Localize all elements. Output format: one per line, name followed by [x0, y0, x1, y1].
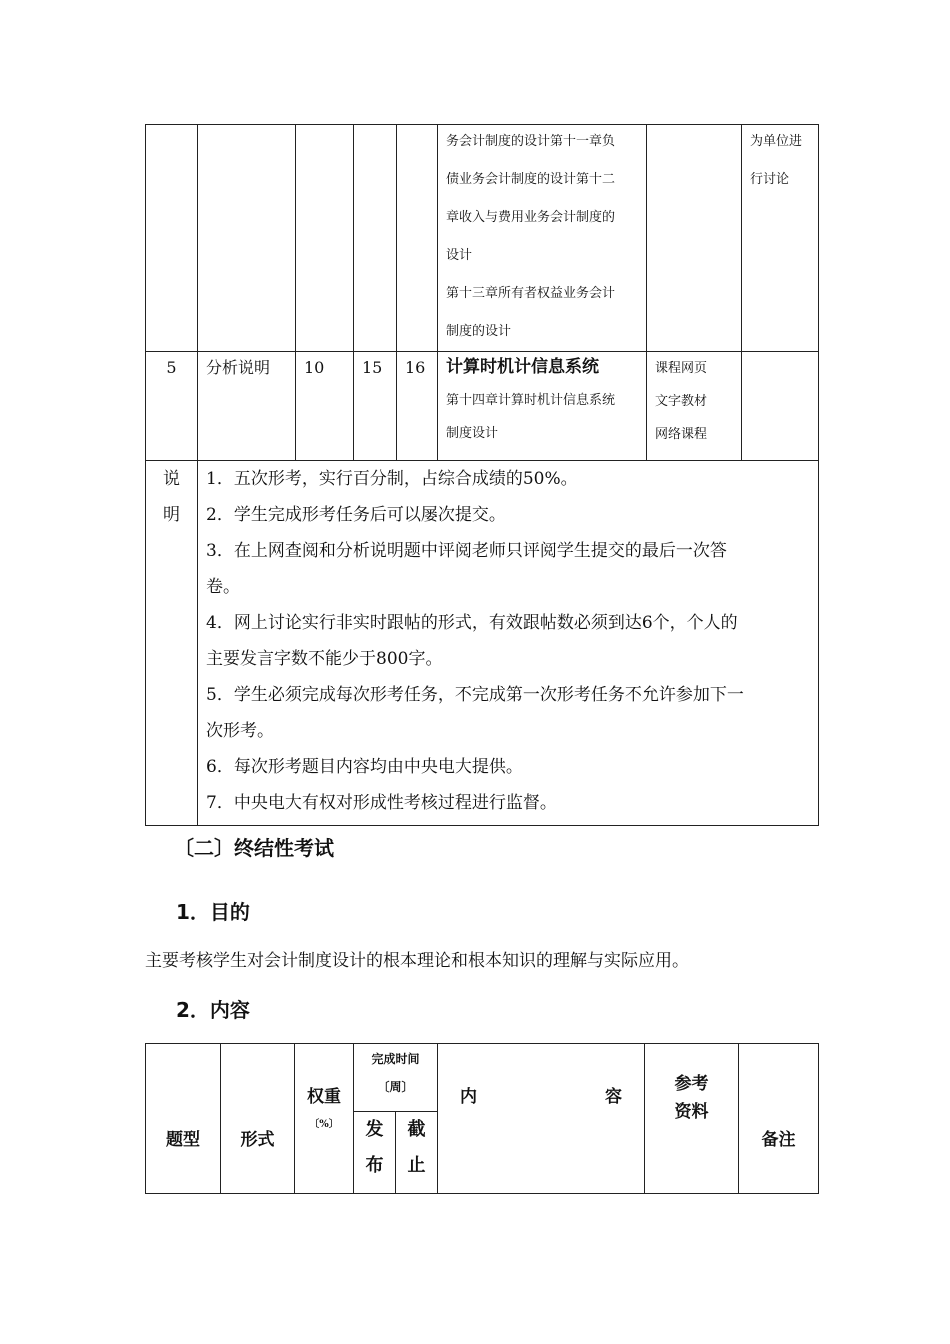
note-line: 次形考。 [206, 721, 274, 741]
cell-empty [146, 125, 198, 352]
table-header-row [146, 1044, 819, 1112]
col-form: 形式 [221, 1044, 295, 1194]
note-line: 7．中央电大有权对形成性考核过程进行监督。 [206, 793, 557, 813]
note-line: 6．每次形考题目内容均由中央电大提供。 [206, 757, 523, 777]
ref-item: 文字教材 [655, 394, 708, 409]
subsection-title-content: 2．内容 [176, 998, 250, 1022]
col-time: 完成时间 〔周〕 [354, 1044, 438, 1112]
assessment-table [145, 124, 819, 826]
subsection-title-purpose: 1．目的 [176, 900, 250, 924]
notes-label: 说 明 [146, 461, 198, 826]
refs-cell [647, 352, 742, 461]
content-line: 设计 [446, 248, 473, 263]
ref-item: 课程网页 [655, 361, 708, 376]
col-remark: 备注 [739, 1044, 819, 1194]
cell-empty [296, 125, 354, 352]
section-title: 〔二〕终结性考试 [174, 836, 334, 860]
cell-empty [397, 125, 438, 352]
content-cell [438, 125, 647, 352]
note-line: 1．五次形考，实行百分制，占综合成绩的50%。 [206, 469, 578, 489]
content-cell [438, 352, 647, 461]
note-line: 4．网上讨论实行非实时跟帖的形式，有效跟帖数必须到达6个，个人的 [206, 613, 738, 633]
col-release: 发 布 [354, 1112, 396, 1194]
cell-empty [198, 125, 296, 352]
content-line: 第十三章所有者权益业务会计 [446, 286, 616, 301]
content-line: 债业务会计制度的设计第十二 [446, 172, 616, 187]
content-line: 第十四章计算时机计信息系统 [446, 393, 616, 408]
cell-empty [647, 125, 742, 352]
release-cell: 15 [354, 352, 397, 461]
purpose-text: 主要考核学生对会计制度设计的根本理论和根本知识的理解与实际应用。 [145, 951, 689, 971]
content-title: 计算时机计信息系统 [446, 357, 599, 377]
cell-empty [742, 352, 819, 461]
col-type: 题型 [146, 1044, 221, 1194]
notes-row [146, 461, 819, 826]
table-row [146, 125, 819, 352]
remark-line: 行讨论 [750, 172, 790, 187]
table-row [146, 352, 819, 461]
col-content: 内 容 [438, 1044, 645, 1194]
deadline-cell: 16 [397, 352, 438, 461]
remark-cell [742, 125, 819, 352]
notes-content [198, 461, 819, 826]
note-line: 卷。 [206, 577, 240, 597]
content-line: 制度的设计 [446, 324, 512, 339]
exam-content-table [145, 1043, 819, 1194]
remark-line: 为单位进 [750, 134, 803, 149]
form-cell: 分析说明 [198, 352, 296, 461]
content-line: 务会计制度的设计第十一章负 [446, 134, 616, 149]
weight-cell: 10 [296, 352, 354, 461]
content-line: 制度设计 [446, 426, 499, 441]
col-deadline: 截 止 [396, 1112, 438, 1194]
content-line: 章收入与费用业务会计制度的 [446, 210, 616, 225]
note-line: 2．学生完成形考任务后可以屡次提交。 [206, 505, 506, 525]
row-number: 5 [146, 352, 198, 461]
note-line: 主要发言字数不能少于800字。 [206, 649, 443, 669]
note-line: 5．学生必须完成每次形考任务，不完成第一次形考任务不允许参加下一 [206, 685, 744, 705]
cell-empty [354, 125, 397, 352]
col-refs: 参考 资料 [645, 1044, 739, 1194]
ref-item: 网络课程 [655, 427, 708, 442]
col-weight: 权重 〔%〕 [295, 1044, 354, 1194]
note-line: 3．在上网查阅和分析说明题中评阅老师只评阅学生提交的最后一次答 [206, 541, 727, 561]
